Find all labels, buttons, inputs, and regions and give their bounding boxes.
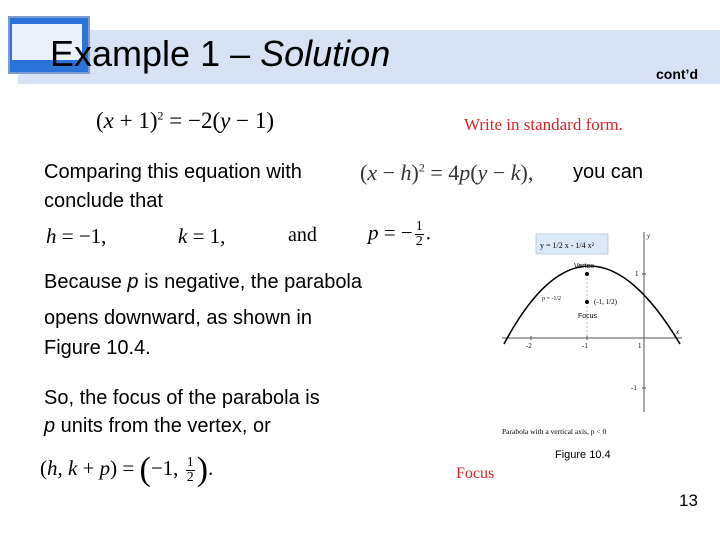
because-line3: Figure 10.4. <box>44 337 151 359</box>
tick-label-x-minus1: -1 <box>582 342 588 350</box>
value-p: p = − $\frac{1}{2}$ . <box>368 219 431 249</box>
value-h: h = −1, <box>46 224 107 248</box>
focus-annotation: Focus <box>456 465 495 482</box>
because-line1: Because p is negative, the parabola <box>44 271 363 293</box>
x-axis-label: x <box>676 328 680 336</box>
tick-label-x-minus2: -2 <box>526 342 532 350</box>
tick-label-x-1: 1 <box>638 342 642 350</box>
continued-label: cont’d <box>656 66 698 82</box>
focus-line2: p units from the vertex, or <box>44 415 271 437</box>
tick-label-y-minus1: -1 <box>631 384 637 392</box>
compare-text-line2: conclude that <box>44 190 163 212</box>
general-form-equation: $(x - h)^2 = 4p(y - k)$, <box>360 160 534 185</box>
equation-annotation: Write in standard form. <box>464 115 623 134</box>
figure-parabola <box>498 228 686 442</box>
focus-equation: (h, k + p) = (−1, $\frac{1}{2}$ ). <box>40 451 214 488</box>
figure-caption: Figure 10.4 <box>555 449 611 461</box>
compare-text-line1: Comparing this equation with <box>44 161 302 183</box>
figure-inner-caption: Parabola with a vertical axis, p < 0 <box>502 427 607 436</box>
parabola-graph <box>498 228 686 442</box>
vertex-label: Vertex <box>574 263 594 270</box>
parabola-curve <box>504 266 680 344</box>
figure-equation-label: y = 1/2 x - 1/4 x² <box>540 241 595 250</box>
compare-text-you-can: you can <box>573 161 644 183</box>
slide-title: Example 1 – Solution <box>50 33 391 74</box>
focus-line1: So, the focus of the parabola is <box>44 387 320 409</box>
page-number: 13 <box>679 491 698 510</box>
because-line2: opens downward, as shown in <box>44 307 312 329</box>
focus-label: Focus <box>578 313 598 320</box>
point-label: (-1, 1/2) <box>594 298 617 306</box>
focus-point <box>585 300 589 304</box>
vertex-point <box>585 272 589 276</box>
y-axis-label: y <box>647 232 651 240</box>
p-label: p = -1/2 <box>542 296 562 302</box>
equation-standard-form: $(x + 1)^2 = -2(y - 1)$ <box>96 108 274 133</box>
value-k: k = 1, <box>178 224 226 248</box>
tick-label-y-1: 1 <box>635 270 639 278</box>
and-word: and <box>288 224 317 246</box>
